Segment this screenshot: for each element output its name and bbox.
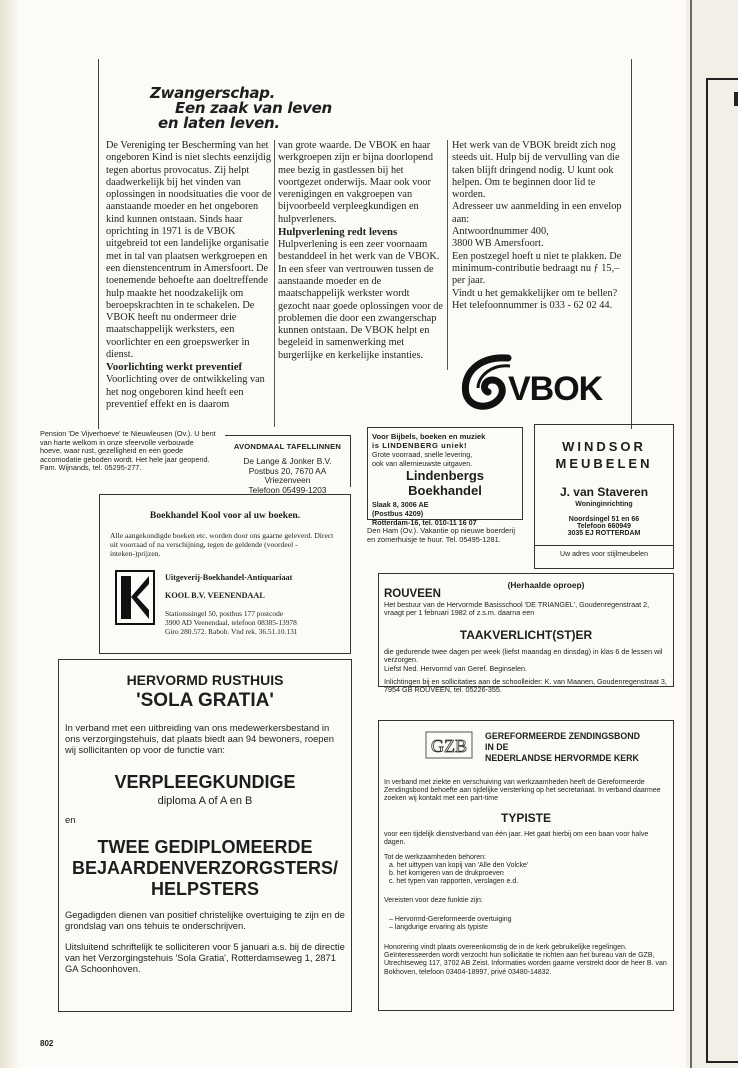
kool-address-3: Giro 280.572. Rabob. Vnd rek. 36.51.10.131 xyxy=(165,627,298,636)
headline-line-1: Zwangerschap. xyxy=(150,84,275,102)
gzb-task-a: a. het uittypen van kopij van 'Alle den Volcke' xyxy=(389,862,529,869)
pension-advert xyxy=(40,430,216,473)
vbok-column-2 xyxy=(278,140,444,362)
vbok-col1-heading: Voorlichting werkt preventief xyxy=(106,361,243,374)
vbok-col3-text: Het werk van de VBOK breidt zich nog steeds uit. Hulp bij de vervulling van die taken blijft dringend nodig. U kunt ook helpen. Om te beginnen door lid te worden. xyxy=(452,140,620,201)
sola-job-2b: BEJAARDENVERZORGSTERS/ xyxy=(71,858,339,879)
gzb-task-c: c. het typen van rapporten, verslagen e.d. xyxy=(389,878,519,885)
kool-name: KOOL B.V. VEENENDAAL xyxy=(165,591,265,600)
gzb-name-2: IN DE xyxy=(485,742,509,752)
vbok-logo-text: VBOK xyxy=(508,370,603,408)
headline-line-2: Een zaak van leven xyxy=(175,99,332,117)
lindenberg-line-4: ook van allernieuwste uitgaven. xyxy=(372,459,473,468)
rouveen-intro: Het bestuur van de Hervormde Basisschool 'DE TRIANGEL', Goudenregenstraat 2, vraagt per 1 februari 1982 of z.s.m. daarna een xyxy=(384,600,650,618)
kool-k-icon xyxy=(115,570,155,625)
lindenberg-address-1: Slaak 8, 3006 AE xyxy=(372,500,429,509)
rouveen-detail-2: Liefst Ned. Hervormd van Geref. Beginselen. xyxy=(384,663,528,673)
sola-heading-1: HERVORMD RUSTHUIS xyxy=(126,672,284,688)
next-page-mark xyxy=(734,92,738,106)
lindenberg-line-3: Grote voorraad, snelle levering, xyxy=(372,450,473,459)
lindenberg-name-1: Lindenbergs xyxy=(405,468,484,483)
lindenberg-address-3: Rotterdam-16, tel. 010-11 16 07 xyxy=(372,518,477,527)
vbok-col3-text-d: Vindt u het gemakkelijker om te bellen? Het telefoonnummer is 033 - 62 02 44. xyxy=(452,287,618,311)
binding-edge xyxy=(690,0,692,1068)
windsor-name: J. van Staveren xyxy=(559,485,649,499)
pension-text: Pension 'De Vijverhoeve' te Nieuwleusen (Ov.). U bent van harte welkom in onze sfeervolle verbouwde hoeve, waar rust, gezelligheid en een goede accomodatie geboden wordt. Het hele jaar geopend. Fam. Wijnands, tel. 05295-277. xyxy=(40,429,216,473)
gzb-paragraph-2: Tot de werkzaamheden behoren: xyxy=(384,854,486,861)
gzb-advert xyxy=(378,720,674,1011)
windsor-title-1: WINDSOR xyxy=(562,439,646,454)
sola-paragraph-1: Gegadigden dienen van positief christelijke overtuiging te zijn en de grondslag van ons tehuis te onderschrijven. xyxy=(65,909,345,932)
vbok-address-2: 3800 WB Amersfoort. xyxy=(452,238,544,250)
rouveen-tag: (Herhaalde oproep) xyxy=(507,580,585,590)
windsor-address-3: 3035 EJ ROTTERDAM xyxy=(567,530,641,537)
windsor-address-1: Noordsingel 51 en 66 xyxy=(568,516,640,523)
page-number: 802 xyxy=(40,1039,54,1048)
avondmaal-line-1: De Lange & Jonker B.V. xyxy=(243,456,332,466)
sola-job-2c: HELPSTERS xyxy=(150,879,260,900)
gzb-name-1: GEREFORMEERDE ZENDINGSBOND xyxy=(485,731,640,741)
gzb-monogram-icon xyxy=(425,731,473,759)
sola-and: en xyxy=(65,814,76,826)
kool-logo xyxy=(115,570,155,625)
gzb-requirement-1: – Hervormd-Gereformeerde overtuiging xyxy=(389,916,512,923)
vbok-column-1 xyxy=(106,140,272,411)
vbok-col3-text-c: Een postzegel hoeft u niet te plakken. De minimum-contributie bedraagt nu ƒ 15,– per jaar. xyxy=(452,250,622,287)
den-ham-advert xyxy=(367,527,525,545)
kool-body: Alle aangekondigde boeken etc. worden door ons gaarne geleverd. Direct uit voorraad of na verschijning, tegen de geldende (voordeel - inteken-)prijzen. xyxy=(110,531,334,558)
sola-job-1-sub: diploma A of A en B xyxy=(157,795,253,808)
lindenberg-name-2: Boekhandel xyxy=(408,483,482,498)
vbok-col2-text: van grote waarde. De VBOK en haar werkgroepen zijn er bijna doorlopend mee bezig in gastlessen bij het voortgezet onderwijs. Maar ook voor verenigingen en vakgroepen van bijvoorbeeld verpleegkundigen en hulpverleners. xyxy=(278,140,433,225)
windsor-tagline: Uw adres voor stijlmeubelen xyxy=(535,545,673,558)
lindenberg-line-2: is LINDENBERG uniek! xyxy=(372,441,468,450)
svg-text:GZB: GZB xyxy=(431,736,467,756)
sola-job-1: VERPLEEGKUNDIGE xyxy=(114,772,296,793)
vbok-col1-text-b: Voorlichting over de ontwikkeling van het nog ongeboren kind heeft een preventief effekt en is daarom xyxy=(106,374,265,410)
avondmaal-advert xyxy=(225,435,351,495)
gzb-name-3: NEDERLANDSE HERVORMDE KERK xyxy=(485,753,639,763)
windsor-title-2: MEUBELEN xyxy=(555,456,653,471)
avondmaal-line-3: Telefoon 05499-1203 xyxy=(248,484,327,495)
headline-line-3: en laten leven. xyxy=(158,114,280,132)
vbok-logo xyxy=(458,350,608,412)
gzb-requirement-2: – langdurige ervaring als typiste xyxy=(389,924,488,931)
gzb-job: TYPISTE xyxy=(500,811,551,825)
rouveen-job: TAAKVERLICHT(ST)ER xyxy=(459,627,593,642)
vbok-address-1: Antwoordnummer 400, xyxy=(452,226,549,238)
sola-heading-2: 'SOLA GRATIA' xyxy=(136,690,274,711)
column-divider xyxy=(447,140,448,370)
gzb-paragraph-1: voor een tijdelijk dienstverband van één jaar. Het gaat hierbij om een baan voor halve dagen. xyxy=(384,831,649,847)
kool-subtitle: Uitgeverij-Boekhandel-Antiquariaat xyxy=(165,573,293,582)
kool-title: Boekhandel Kool voor al uw boeken. xyxy=(149,510,301,521)
vbok-col2-heading: Hulpverlening redt levens xyxy=(278,226,398,239)
windsor-address-2: Telefoon 660949 xyxy=(577,523,631,530)
gzb-paragraph-3: Vereisten voor deze funktie zijn: xyxy=(384,897,483,904)
lindenberg-address-2: (Postbus 4209) xyxy=(372,509,424,518)
page-gutter-shadow xyxy=(0,0,20,1068)
sola-intro: In verband met een uitbreiding van ons medewerkersbestand in ons verzorgingstehuis, dat plaats biedt aan 94 bewoners, roepen wij sollicitanten op voor de functie van: xyxy=(65,722,334,755)
next-page-frame xyxy=(706,78,738,1063)
gzb-intro: In verband met ziekte en verschuiving van werkzaamheden heeft de Gereformeerde Zendingsbond behoefte aan tijdelijke versterking op het secretariaat. In verband daarmee zoeken wij kontakt met een part-time xyxy=(384,779,661,803)
vbok-column-3 xyxy=(452,140,622,312)
windsor-advert xyxy=(534,424,674,569)
rouveen-detail-3: Inlichtingen bij en sollicitaties aan de schoolleider: K. van Maanen, Goudenregenstraat 3, 7954 GB ROUVEEN, tel. 05226-355. xyxy=(384,677,667,695)
sola-gratia-advert xyxy=(58,659,352,1012)
rouveen-advert xyxy=(378,573,674,695)
vbok-col3-text-b: Adresseer uw aanmelding in een envelop aan: xyxy=(452,201,622,225)
avondmaal-line-2: Postbus 20, 7670 AA Vriezenveen xyxy=(248,465,327,485)
lindenberg-advert xyxy=(367,427,523,527)
vbok-col1-text: De Vereniging ter Bescherming van het ongeboren Kind is niet slechts eenzijdig tegen abortus provocatus. Zij helpt daadwerkelijk bij het vinden van oplossingen in noodsituaties die voor de aanstaande moeder en het ongeboren kind kunnen ontstaan. Sinds haar oprichting in 1971 is de VBOK uitgebreid tot een landelijke organisatie met in tal van plaatsen werkgroepen en een dienstencentrum in Amersfoort. De toenemende behoefte aan doeltreffende hulp maakte het noodzakelijk om beroepskrachten in te schakelen. De VBOK heeft nu ondermeer drie maatschappelijk werksters, een voorlichter en een groepswerker in dienst. xyxy=(106,140,272,361)
avondmaal-title: AVONDMAAL TAFELLINNEN xyxy=(233,442,342,451)
lindenberg-line-1: Voor Bijbels, boeken en muziek xyxy=(372,432,486,441)
sola-paragraph-2: Uitsluitend schriftelijk te solliciteren voor 5 januari a.s. bij de directie van het Verzorgingstehuis 'Sola Gratia', Rotterdamseweg 1, 2871 GA Schoonhoven. xyxy=(65,940,345,974)
vbok-headline xyxy=(150,86,332,131)
kool-advert xyxy=(99,494,351,654)
gzb-task-b: b. het korrigeren van de drukproeven xyxy=(389,870,504,877)
gzb-paragraph-4: Honorering vindt plaats overeenkomstig de in de kerk gebruikelijke regelingen. Geïnteresseerden wordt verzocht hun sollicitatie te richten aan het bureau van de GZB, Utrechtseweg 117, 3702 AB Zeist. Informaties worden gaarne verstrekt door de heer B. van Bokhoven, telefoon 03404-18997, privé 03480-14832. xyxy=(384,944,667,976)
column-divider xyxy=(274,140,275,427)
sola-job-2a: TWEE GEDIPLOMEERDE xyxy=(97,837,313,858)
rouveen-place: ROUVEEN xyxy=(384,588,441,600)
rouveen-detail-1: die gedurende twee dagen per week (liefst maandag en dinsdag) in klas 6 de lessen wil verzorgen. xyxy=(384,646,663,665)
gzb-logo xyxy=(425,731,473,759)
kool-address-2: 3900 AD Veenendaal, telefoon 08385-13978 xyxy=(165,618,297,627)
den-ham-text: Den Ham (Ov.). Vakantie op nieuwe boerderij en zomerhuisje te huur. Tel. 05495-1281. xyxy=(367,526,516,544)
vbok-col2-text-b: Hulpverlening is een zeer voornaam bestanddeel in het werk van de VBOK. In een sfeer van vertrouwen tussen de aanstaande moeder en de maatschappelijk werkster wordt gezocht naar goede oplossingen voor de problemen die door een zwangerschap kunnen ontstaan. De VBOK helpt en begeleid in samenwerking met burgerlijke en kerkelijke instanties. xyxy=(278,239,443,361)
kool-address-1: Stationssingel 50, postbus 177 postcode xyxy=(165,609,284,618)
windsor-subtitle: Woninginrichting xyxy=(575,501,633,508)
